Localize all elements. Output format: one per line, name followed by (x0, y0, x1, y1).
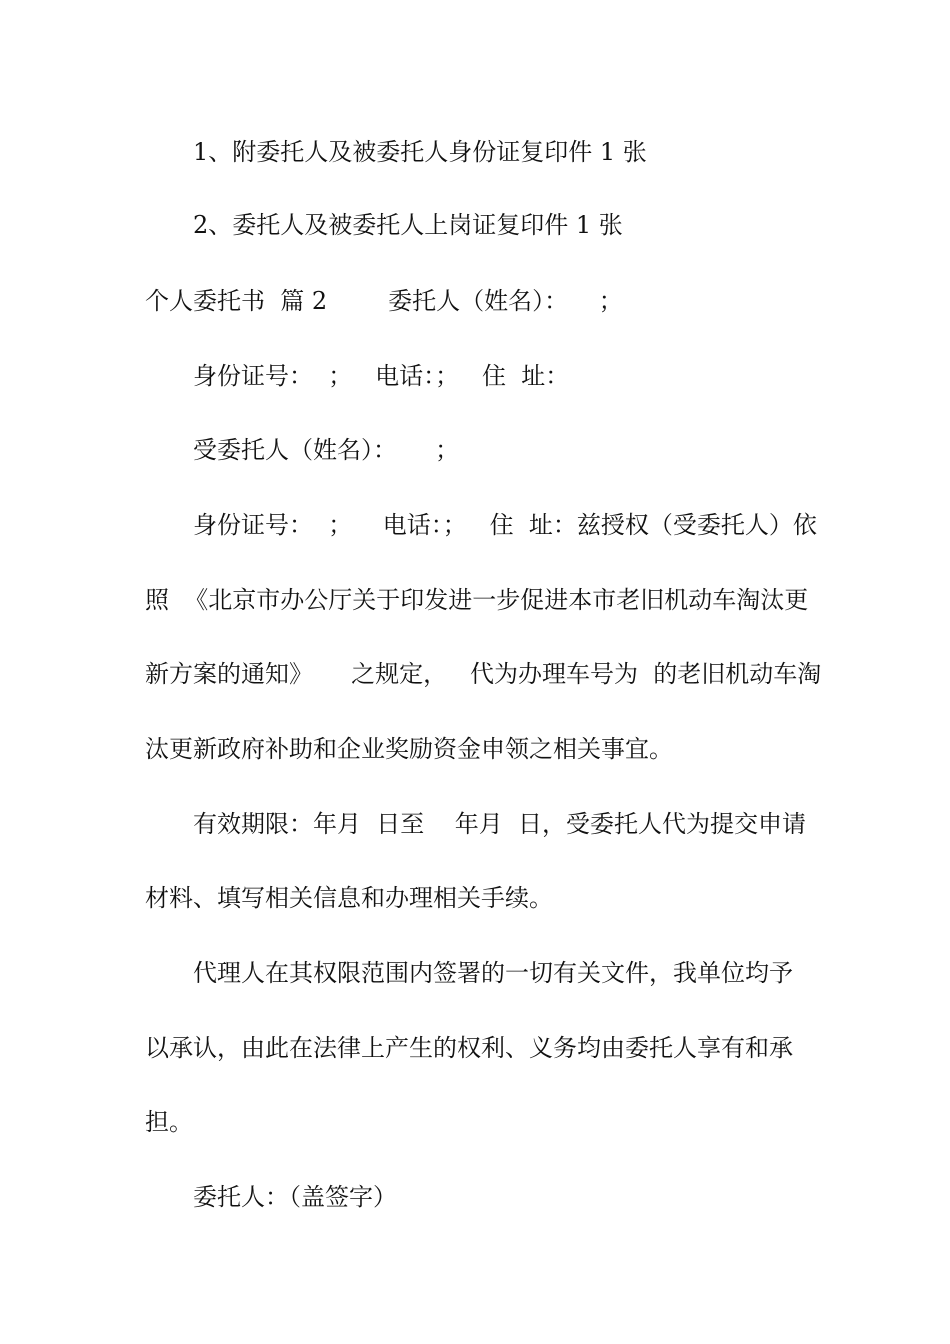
body-text-line: 材料、填写相关信息和办理相关手续。 (145, 884, 553, 912)
section-heading-line: 个人委托书 篇 2 委托人（姓名）： ； (145, 287, 623, 315)
body-text-line: 新方案的通知》 之规定， 代为办理车号为 的老旧机动车淘 (145, 660, 822, 688)
agent-name-line: 受委托人（姓名）： ； (193, 436, 460, 464)
principal-id-line: 身份证号： ； 电话：； 住 址： (193, 362, 570, 390)
body-text-line: 照 《北京市办公厅关于印发进一步促进本市老旧机动车淘汰更 (145, 586, 809, 614)
signature-line: 委托人：（盖签字） (193, 1183, 397, 1211)
agent-id-line: 身份证号： ； 电话：； 住 址：兹授权（受委托人）依 (193, 511, 817, 539)
authorization-line: 代理人在其权限范围内签署的一切有关文件，我单位均予 (193, 959, 793, 987)
attachment-item-1: 1、附委托人及被委托人身份证复印件 1 张 (193, 138, 647, 166)
body-text-line: 以承认，由此在法律上产生的权利、义务均由委托人享有和承 (145, 1034, 793, 1062)
body-text-line: 汰更新政府补助和企业奖励资金申领之相关事宜。 (145, 735, 673, 763)
body-text-line: 担。 (145, 1108, 193, 1136)
validity-period-line: 有效期限：年月 日至 年月 日，受委托人代为提交申请 (193, 810, 807, 838)
attachment-item-2: 2、委托人及被委托人上岗证复印件 1 张 (193, 211, 623, 239)
